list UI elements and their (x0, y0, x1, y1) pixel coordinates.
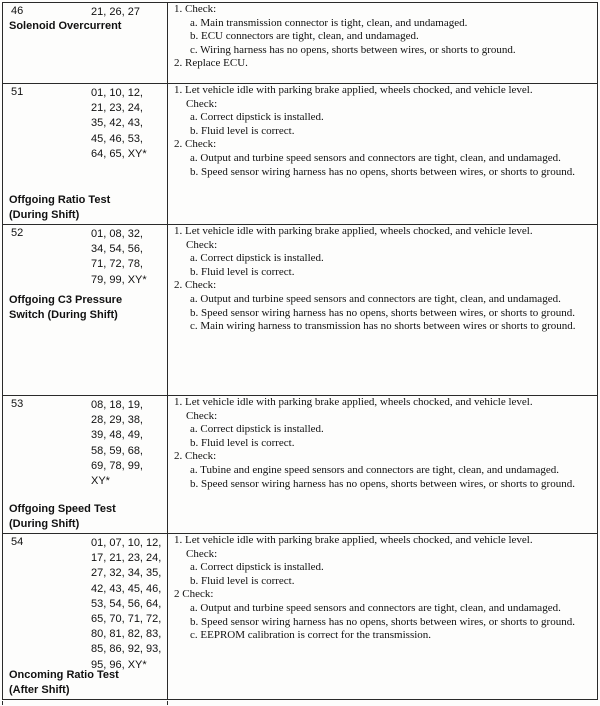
procedure-sub-item: b. Speed sensor wiring harness has no opens, shorts between wires, or shorts to ground. (190, 165, 575, 178)
procedure-cell (168, 3, 598, 84)
procedure-step: 1. Let vehicle idle with parking brake applied, wheels chocked, and vehicle level. (174, 84, 533, 96)
procedure-sub-item: c. Wiring harness has no opens, shorts between wires, or shorts to ground. (190, 43, 516, 56)
table-row (3, 3, 598, 84)
procedure-sub-item: b. Speed sensor wiring harness has no opens, shorts between wires, or shorts to ground. (190, 615, 575, 628)
sub-codes: 01, 07, 10, 12, 17, 21, 23, 24, 27, 32, 34, 35, 42, 43, 45, 46, 53, 54, 56, 64, 65, 70, 71, 72, 80, 81, 82, 83, 85, 86, 92, 93, 95, 96, XY* (91, 537, 162, 671)
table-row (3, 225, 598, 396)
next-row-edge (2, 701, 168, 705)
procedure-sub-item: a. Correct dipstick is installed. (190, 423, 324, 436)
code-cell (3, 534, 168, 700)
procedure-sub-item: b. Speed sensor wiring harness has no opens, shorts between wires, or shorts to ground. (190, 477, 575, 490)
procedure-sub-item: b. Fluid level is correct. (190, 436, 295, 449)
procedure-sub-item: a. Correct dipstick is installed. (190, 252, 324, 265)
procedure-sub-item: b. Fluid level is correct. (190, 265, 295, 278)
procedure-continuation: Check: (186, 547, 218, 560)
main-code: 52 (11, 227, 24, 239)
procedure-continuation: Check: (186, 97, 218, 110)
procedure-cell (168, 396, 598, 534)
main-code: 53 (11, 398, 24, 410)
code-cell (3, 225, 168, 396)
procedure-sub-item: a. Output and turbine speed sensors and connectors are tight, clean, and undamaged. (190, 601, 561, 614)
table-row (3, 396, 598, 534)
procedure-steps (168, 534, 597, 643)
code-cell (3, 3, 168, 84)
procedure-sub-item: a. Output and turbine speed sensors and connectors are tight, clean, and undamaged. (190, 292, 561, 305)
code-title: Offgoing Speed Test (During Shift) (9, 503, 116, 530)
main-code: 51 (11, 86, 24, 98)
procedure-step: 2. Check: (174, 450, 217, 463)
procedure-sub-item: b. Speed sensor wiring harness has no opens, shorts between wires, or shorts to ground. (190, 306, 575, 319)
procedure-step: 1. Check: (174, 3, 217, 15)
procedure-step: 2. Check: (174, 138, 217, 151)
procedure-step: 1. Let vehicle idle with parking brake applied, wheels chocked, and vehicle level. (174, 396, 533, 408)
code-title: Offgoing C3 Pressure Switch (During Shift) (9, 294, 123, 321)
procedure-sub-item: a. Correct dipstick is installed. (190, 111, 324, 124)
main-code: 54 (11, 536, 24, 548)
code-title: Solenoid Overcurrent (9, 20, 122, 32)
sub-codes: 08, 18, 19, 28, 29, 38, 39, 48, 49, 58, 59, 68, 69, 78, 99, XY* (91, 399, 143, 488)
procedure-steps (168, 84, 597, 179)
procedure-sub-item: b. Fluid level is correct. (190, 124, 295, 137)
procedure-sub-item: c. Main wiring harness to transmission has no shorts between wires or shorts to ground. (190, 320, 576, 333)
procedure-sub-item: b. Fluid level is correct. (190, 574, 295, 587)
code-title: Offgoing Ratio Test (During Shift) (9, 194, 111, 221)
table-row (3, 534, 598, 700)
procedure-continuation: Check: (186, 238, 218, 251)
procedure-steps (168, 396, 597, 491)
procedure-steps (168, 225, 597, 334)
code-title: Oncoming Ratio Test (After Shift) (9, 669, 119, 696)
procedure-step: 1. Let vehicle idle with parking brake applied, wheels chocked, and vehicle level. (174, 225, 533, 237)
code-cell (3, 396, 168, 534)
procedure-step: 2. Replace ECU. (174, 57, 248, 70)
sub-codes: 01, 08, 32, 34, 54, 56, 71, 72, 78, 79, 99, XY* (91, 228, 147, 286)
procedure-step: 1. Let vehicle idle with parking brake applied, wheels chocked, and vehicle level. (174, 534, 533, 546)
procedure-steps (168, 3, 597, 71)
sub-codes: 01, 10, 12, 21, 23, 24, 35, 42, 43, 45, 46, 53, 64, 65, XY* (91, 87, 147, 160)
sub-codes: 21, 26, 27 (91, 6, 140, 18)
procedure-sub-item: c. EEPROM calibration is correct for the transmission. (190, 629, 432, 642)
procedure-step: 2. Check: (174, 279, 217, 292)
code-cell (3, 84, 168, 225)
procedure-step: 2 Check: (174, 588, 214, 601)
procedure-sub-item: a. Main transmission connector is tight, clean, and undamaged. (190, 16, 468, 29)
procedure-cell (168, 534, 598, 700)
main-code: 46 (11, 5, 24, 17)
procedure-sub-item: a. Correct dipstick is installed. (190, 561, 324, 574)
diagnostic-code-table (2, 2, 598, 700)
procedure-sub-item: b. ECU connectors are tight, clean, and undamaged. (190, 30, 419, 43)
procedure-cell (168, 225, 598, 396)
procedure-sub-item: a. Tubine and engine speed sensors and connectors are tight, clean, and undamaged. (190, 463, 560, 476)
table-row (3, 84, 598, 225)
procedure-continuation: Check: (186, 409, 218, 422)
procedure-sub-item: a. Output and turbine speed sensors and connectors are tight, clean, and undamaged. (190, 151, 561, 164)
procedure-cell (168, 84, 598, 225)
